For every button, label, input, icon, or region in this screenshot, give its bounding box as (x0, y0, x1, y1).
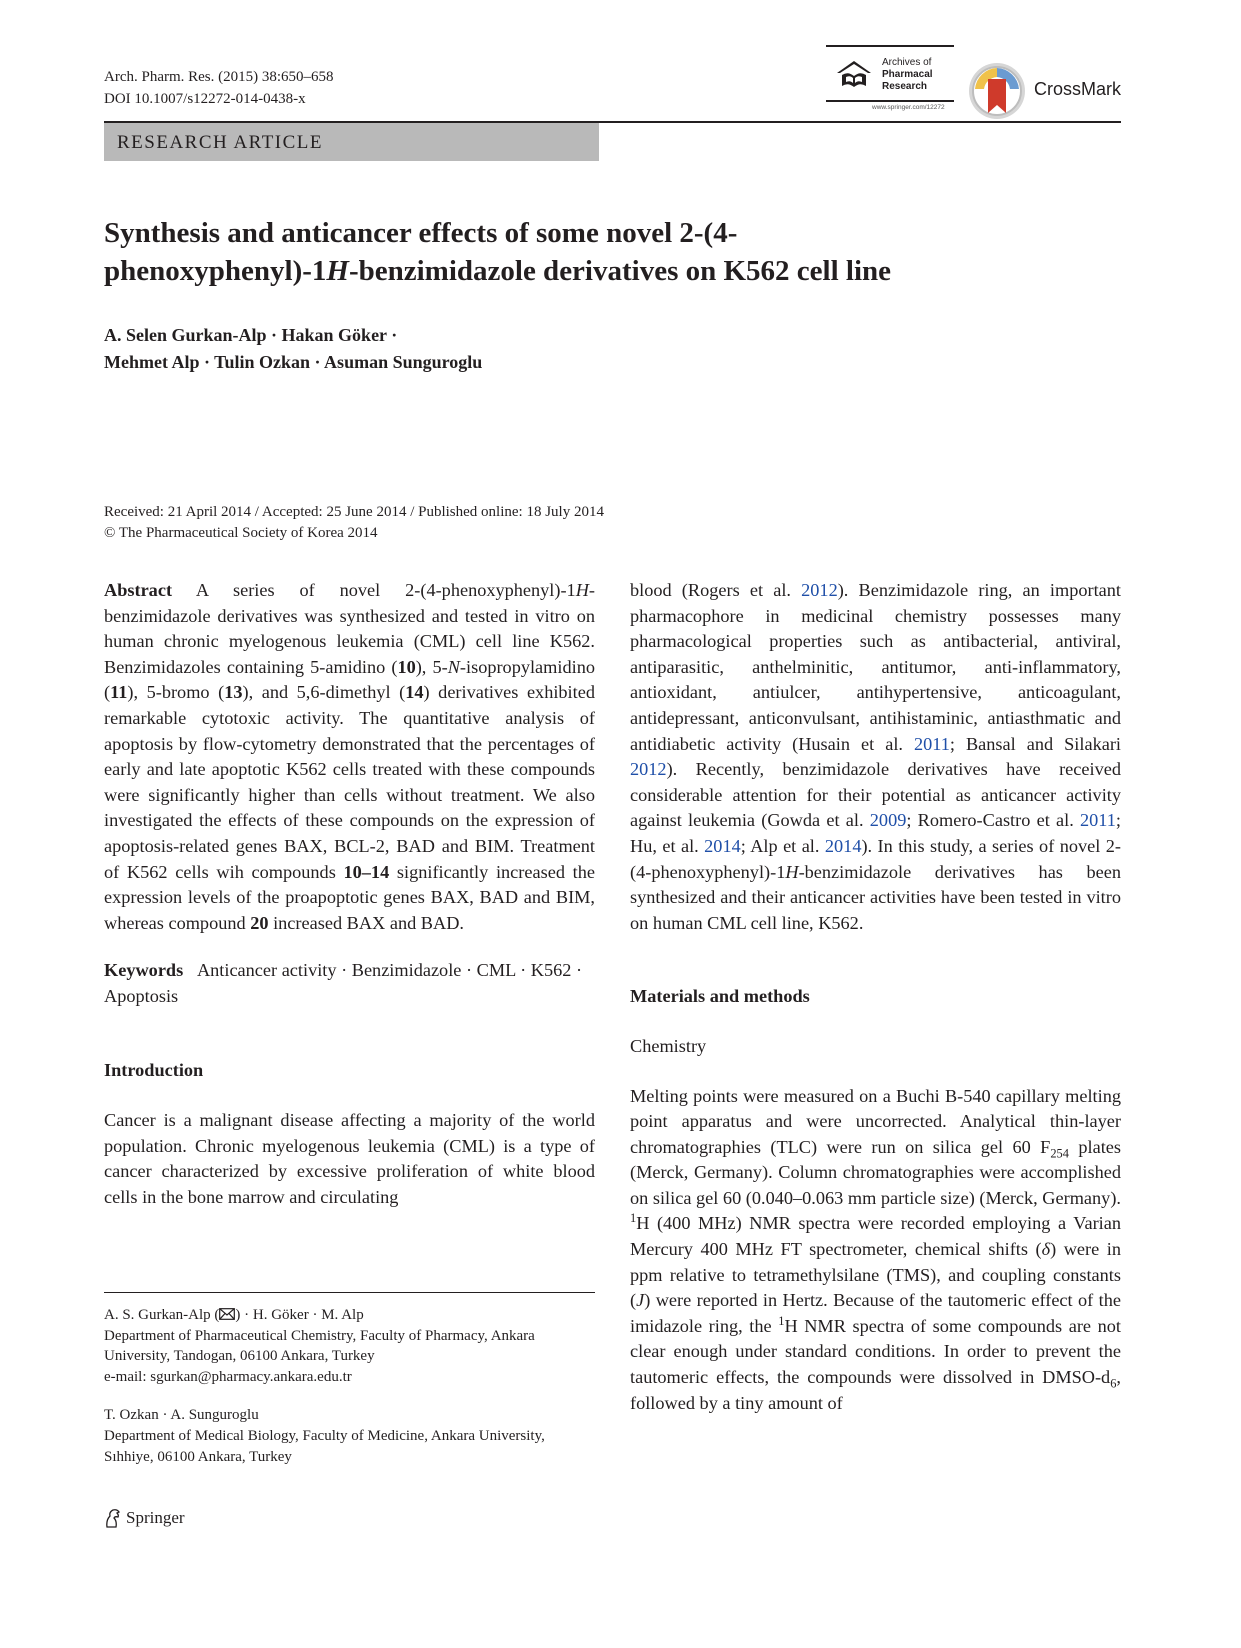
chemistry-text: Melting points were measured on a Buchi B-540 capillary melting point apparatus and were uncorrected. Analytical thin-layer chromatographies (TLC) were run on silica gel 60 $F_{254}$ plates (Merck, Germany). Column chromatographies were accomplished on silica gel 60 (0.040–0.063 mm particle size) (Merck, Germany). $^1$H (400 MHz) NMR spectra were recorded employing a Varian Mercury 400 MHz FT spectrometer, chemical shifts (δ) were in ppm relative to tetramethylsilane (TMS), and coupling constants (J) were reported in Hertz. Because of the tautomeric effect of the imidazole ring, the $^1$H NMR spectra of some compounds are not clear enough under standard conditions. In order to prevent the tautomeric effects, the compounds were dissolved in DMSO-$d_6$, followed by a tiny amount of (630, 1085, 1122, 1413)
authors-line2[interactable]: Mehmet Alp · Tulin Ozkan · Asuman Sunguroglu (104, 352, 483, 372)
affiliation-1-email[interactable]: e-mail: sgurkan@pharmacy.ankara.edu.tr (104, 1368, 352, 1385)
citation-link[interactable]: 2009 (869, 810, 907, 831)
abstract: Abstract A series of novel 2-(4-phenoxyphenyl)-1H-benzimidazole derivatives was synthesized and tested in vitro on human chronic myelogenous leukemia (CML) cell line K562. Benzimidazoles containing 5-amidino (10), 5-N-isopropylamidino (11), 5-bromo (13), and 5,6-dimethyl (14) derivatives exhibited remarkable cytotoxic activity. The quantitative analysis of apoptosis by flow-cytometry demonstrated that the percentages of early and late apoptotic K562 cells treated with these compounds were significantly higher than cells without treatment. We also investigated the effects of these compounds on the expression of apoptosis-related genes BAX, BCL-2, BAD and BIM. Treatment of K562 cells wih compounds 10–14 significantly increased the expression levels of the proapoptotic genes BAX, BAD and BIM, whereas compound 20 increased BAX and BAD. (104, 580, 596, 933)
introduction-continued: blood (Rogers et al. 2012). Benzimidazole ring, an important pharmacophore in medicinal chemistry possesses many pharmacological properties such as antibacterial, antiviral, antiparasitic, anthelminitic, antitumor, anti-inflammatory, antioxidant, antiulcer, antihypertensive, anticoagulant, antidepressant, anticonvulsant, antihistaminic, antiasthmatic and antidiabetic activity (Husain et al. 2011; Bansal and Silakari 2012). Recently, benzimidazole derivatives have received considerable attention for their potential as anticancer activity against leukemia (Gowda et al. 2009; Romero-Castro et al. 2011; Hu, et al. 2014; Alp et al. 2014). In this study, a series of novel 2-(4-phenoxyphenyl)-1H-benzimidazole derivatives has been synthesized and their anticancer activities have been tested in vitro on human CML cell line, K562. (630, 580, 1122, 933)
envelope-icon[interactable] (219, 1308, 235, 1320)
affiliation-rule (104, 1292, 595, 1293)
title-italic-h: H (326, 255, 349, 287)
affiliation-2-names: T. Ozkan · A. Sunguroglu (104, 1407, 259, 1424)
journal-info (104, 66, 334, 110)
introduction-heading: Introduction (104, 1059, 204, 1080)
article-title (104, 214, 1114, 290)
citation-link[interactable]: 2011 (1080, 810, 1116, 831)
methods-heading: Materials and methods (630, 986, 810, 1007)
journal-logo-text (882, 57, 933, 93)
keywords (104, 958, 595, 1009)
citation-link[interactable]: 2012 (630, 759, 667, 780)
keywords-heading: Keywords (104, 960, 184, 981)
citation-link[interactable]: 2011 (913, 733, 950, 754)
title-line2-a: phenoxyphenyl)-1 (104, 255, 327, 287)
crossmark-label[interactable]: CrossMark (1034, 79, 1122, 99)
right-column (630, 578, 1121, 1416)
affiliations (104, 1305, 595, 1467)
publisher-name: Springer (126, 1508, 185, 1527)
journal-logo[interactable] (826, 45, 954, 117)
chemistry-subheading: Chemistry (630, 1035, 707, 1056)
journal-logo-icon (834, 59, 874, 89)
author-list (104, 322, 482, 376)
title-line1: Synthesis and anticancer effects of some novel 2-(4- (104, 217, 738, 249)
citation-link[interactable]: 2014 (824, 835, 862, 856)
crossmark-icon[interactable] (966, 61, 1028, 121)
publication-dates (104, 502, 604, 544)
doi[interactable]: DOI 10.1007/s12272-014-0438-x (104, 91, 306, 107)
journal-url: www.springer.com/12272 (872, 104, 945, 111)
logo-line2: Pharmacal (882, 69, 933, 80)
abstract-heading: Abstract (104, 580, 173, 600)
logo-line3: Research (882, 81, 928, 92)
keywords-text: Anticancer activity · Benzimidazole · CML · K562 · Apoptosis (104, 960, 583, 1006)
journal-citation: Arch. Pharm. Res. (2015) 38:650–658 (104, 69, 334, 85)
citation-link[interactable]: 2014 (704, 835, 741, 856)
citation-link[interactable]: 2012 (801, 580, 838, 600)
affiliation-2-dept: Department of Medical Biology, Faculty of Medicine, Ankara University, Sıhhiye, 06100 Ankara, Turkey (104, 1427, 545, 1465)
affiliation-1-names: A. S. Gurkan-Alp ( ) · H. Göker · M. Alp (104, 1307, 364, 1323)
introduction-text: Cancer is a malignant disease affecting a majority of the world population. Chronic myelogenous leukemia (CML) is a type of cancer characterized by excessive proliferation of white blood cells in the bone marrow and circulating (104, 1110, 595, 1207)
section-label: RESEARCH ARTICLE (104, 123, 599, 161)
copyright: © The Pharmaceutical Society of Korea 2014 (104, 525, 378, 541)
logo-line1: Archives of (882, 57, 932, 68)
affiliation-1-dept: Department of Pharmaceutical Chemistry, Faculty of Pharmacy, Ankara University, Tandogan, 06100 Ankara, Turkey (104, 1327, 535, 1365)
authors-line1[interactable]: A. Selen Gurkan-Alp · Hakan Göker · (104, 325, 398, 345)
title-line2-b: -benzimidazole derivatives on K562 cell line (348, 255, 892, 287)
footer (104, 1508, 185, 1528)
received-dates: Received: 21 April 2014 / Accepted: 25 June 2014 / Published online: 18 July 2014 (104, 504, 604, 520)
springer-horse-icon (104, 1508, 122, 1528)
left-column (104, 578, 595, 1210)
